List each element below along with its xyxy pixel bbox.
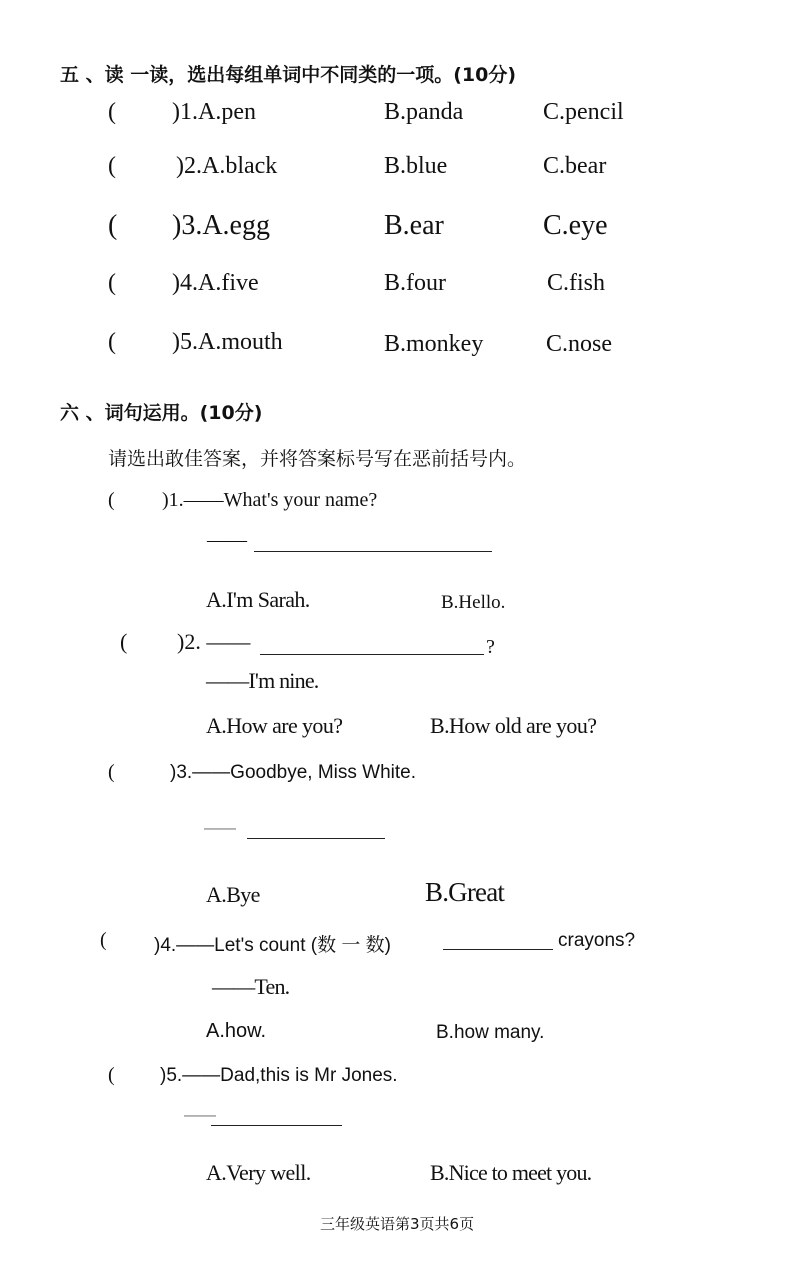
option-c: C.eye xyxy=(543,210,608,241)
answer-blank[interactable] xyxy=(211,1107,342,1126)
option-b: B.ear xyxy=(384,210,444,241)
question-text: )5.——Dad,this is Mr Jones. xyxy=(160,1065,398,1086)
item-question: )2.A.black xyxy=(176,153,278,179)
item-question: )1.A.pen xyxy=(172,99,256,125)
answer-blank[interactable] xyxy=(443,931,553,950)
reply-text: ——I'm nine. xyxy=(206,668,319,693)
option-b: B.panda xyxy=(384,99,464,125)
option-c: C.fish xyxy=(547,270,606,296)
question-mark: ? xyxy=(486,636,495,658)
answer-paren[interactable]: ( xyxy=(100,929,107,951)
option-b: B.blue xyxy=(384,153,448,179)
option-b: B.monkey xyxy=(384,331,484,357)
answer-blank[interactable] xyxy=(254,533,492,552)
option-a: A.How are you? xyxy=(206,713,343,738)
option-c: C.nose xyxy=(546,331,612,357)
section6-title: 六 、词句运用。(10分) xyxy=(60,402,263,424)
option-b: B.How old are you? xyxy=(430,713,597,738)
item-question: )3.A.egg xyxy=(172,210,270,241)
option-b: B.Hello. xyxy=(441,592,506,613)
option-b: B.how many. xyxy=(436,1022,545,1043)
reply-dash: —— xyxy=(204,820,236,837)
item-question: )5.A.mouth xyxy=(172,329,283,355)
option-b: B.Nice to meet you. xyxy=(430,1160,592,1185)
section5-title: 五 、读 一读，选出每组单词中不同类的一项。(10分) xyxy=(60,64,517,86)
option-b: B.Great xyxy=(425,877,505,907)
page-footer: 三年级英语第3页共6页 xyxy=(320,1215,475,1233)
answer-paren[interactable]: ( xyxy=(108,153,116,179)
answer-paren[interactable]: ( xyxy=(108,1064,115,1086)
item-question: )4.A.five xyxy=(172,270,259,296)
question-tail: crayons? xyxy=(558,930,636,951)
option-c: C.bear xyxy=(543,153,607,179)
option-b: B.four xyxy=(384,270,446,296)
reply-text: ——Ten. xyxy=(212,974,290,999)
reply-dash: —— xyxy=(207,529,247,551)
question-text: )1.——What's your name? xyxy=(162,489,378,511)
answer-paren[interactable]: ( xyxy=(108,329,116,355)
question-text: )2. —— xyxy=(177,629,251,654)
option-a: A.Bye xyxy=(206,882,260,907)
reply-dash: —— xyxy=(184,1107,216,1124)
section6-instruction: 请选出敢佳答案，并将答案标号写在恶前括号内。 xyxy=(108,449,527,470)
answer-blank[interactable] xyxy=(260,636,484,655)
option-c: C.pencil xyxy=(543,99,624,125)
option-a: A.Very well. xyxy=(206,1160,311,1185)
answer-paren[interactable]: ( xyxy=(108,210,118,241)
question-text: )3.——Goodbye, Miss White. xyxy=(170,762,417,783)
answer-blank[interactable] xyxy=(247,820,385,839)
answer-paren[interactable]: ( xyxy=(108,270,116,296)
answer-paren[interactable]: ( xyxy=(120,629,128,654)
answer-paren[interactable]: ( xyxy=(108,99,116,125)
option-a: A.how. xyxy=(206,1020,267,1042)
option-a: A.I'm Sarah. xyxy=(206,587,310,612)
answer-paren[interactable]: ( xyxy=(108,489,115,511)
answer-paren[interactable]: ( xyxy=(108,761,115,783)
question-text: )4.——Let's count (数 一 数) xyxy=(154,935,391,956)
